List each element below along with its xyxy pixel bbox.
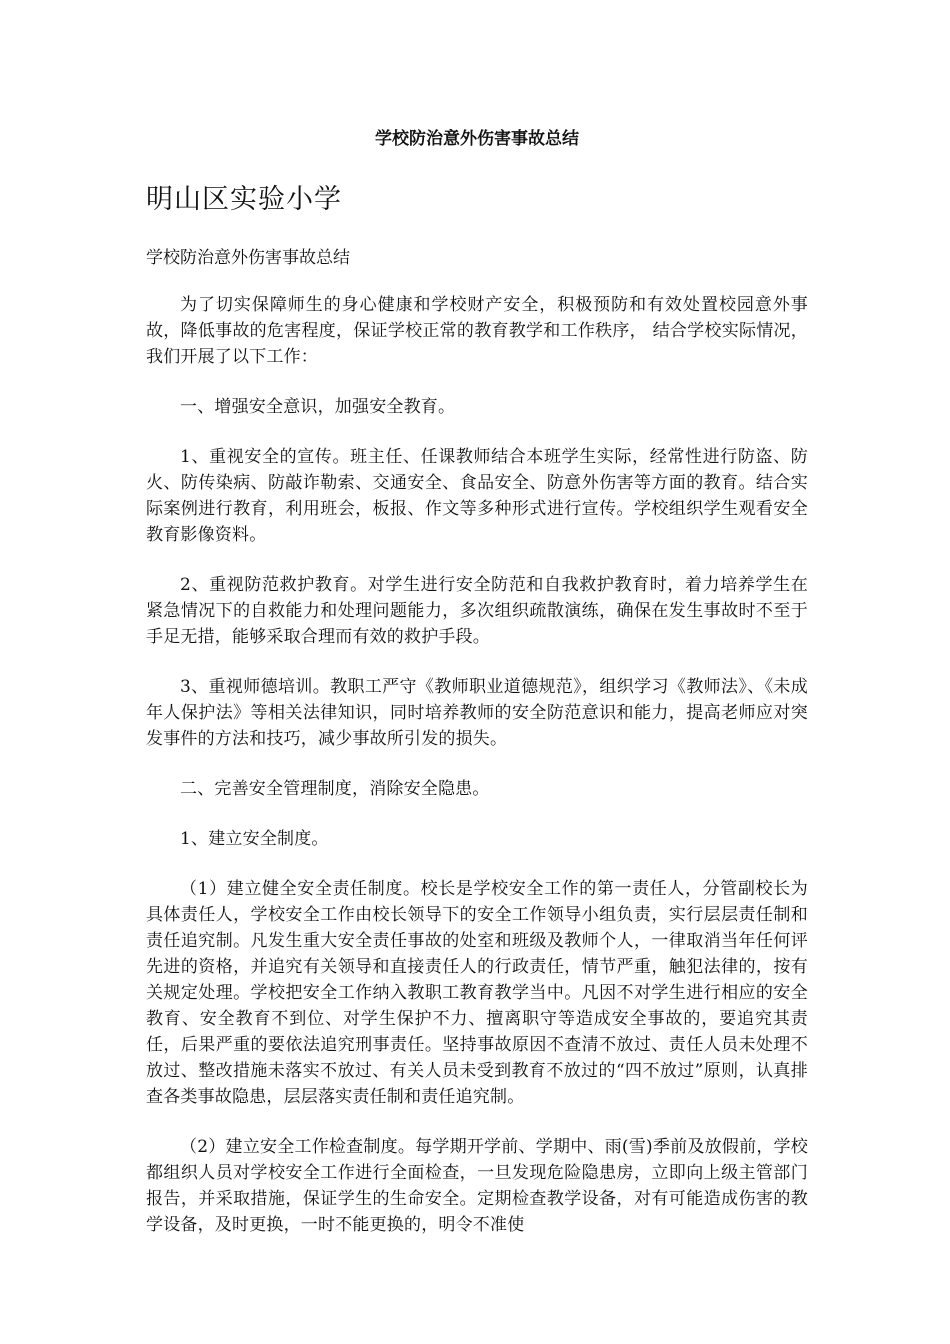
section-heading-2: 二、完善安全管理制度，消除安全隐患。 (180, 779, 490, 799)
section-heading-1: 一、增强安全意识，加强安全教育。 (180, 397, 456, 417)
subheading-safety-system: 1、建立安全制度。 (180, 829, 329, 849)
paragraph-rescue-education: 2、重视防范救护教育。对学生进行安全防范和自我救护教育时，着力培养学生在紧急情况下的自救能力和处理问题能力，多次组织疏散演练，确保在发生事故时不至于手足无措，能够采取合理而有效的救护手段。 (146, 575, 808, 647)
document-title: 学校防治意外伤害事故总结 (375, 129, 579, 149)
paragraph-responsibility-system: （1）建立健全安全责任制度。校长是学校安全工作的第一责任人，分管副校长为具体责任人，学校安全工作由校长领导下的安全工作领导小组负责，实行层层责任制和责任追究制。凡发生重大安全责任事故的处室和班级及教师个人，一律取消当年任何评先进的资格，并追究有关领导和直接责任人的行政责任，情节严重，触犯法律的，按有关规定处理。学校把安全工作纳入教职工教育教学当中。凡因不对学生进行相应的安全教育、安全教育不到位、对学生保护不力、擅离职守等造成安全事故的，要追究其责任，后果严重的要依法追究刑事责任。坚持事故原因不查清不放过、责任人员未处理不放过、整改措施未落实不放过、有关人员未受到教育不放过的“四不放过”原则，认真排查各类事故隐患，层层落实责任制和责任追究制。 (146, 879, 808, 1107)
school-name: 明山区实验小学 (146, 184, 342, 215)
paragraph-inspection-system: （2）建立安全工作检查制度。每学期开学前、学期中、雨(雪)季前及放假前，学校都组织人员对学校安全工作进行全面检查，一旦发现危险隐患房，立即向上级主管部门报告，并采取措施，保证学生的生命安全。定期检查教学设备，对有可能造成伤害的教学设备，及时更换，一时不能更换的，明令不准使 (146, 1137, 808, 1235)
document-body (146, 292, 808, 1238)
document-subtitle: 学校防治意外伤害事故总结 (146, 248, 350, 268)
paragraph-teacher-training: 3、重视师德培训。教职工严守《教师职业道德规范》，组织学习《教师法》、《未成年人保护法》等相关法律知识，同时培养教师的安全防范意识和能力，提高老师应对突发事件的方法和技巧，减少事故所引发的损失。 (146, 677, 808, 749)
paragraph-safety-publicity: 1、重视安全的宣传。班主任、任课教师结合本班学生实际，经常性进行防盗、防火、防传染病、防敲诈勒索、交通安全、食品安全、防意外伤害等方面的教育。结合实际案例进行教育，利用班会，板报、作文等多种形式进行宣传。学校组织学生观看安全教育影像资料。 (146, 447, 808, 545)
intro-paragraph: 为了切实保障师生的身心健康和学校财产安全，积极预防和有效处置校园意外事故，降低事故的危害程度，保证学校正常的教育教学和工作秩序， 结合学校实际情况，我们开展了以下工作： (146, 295, 808, 367)
